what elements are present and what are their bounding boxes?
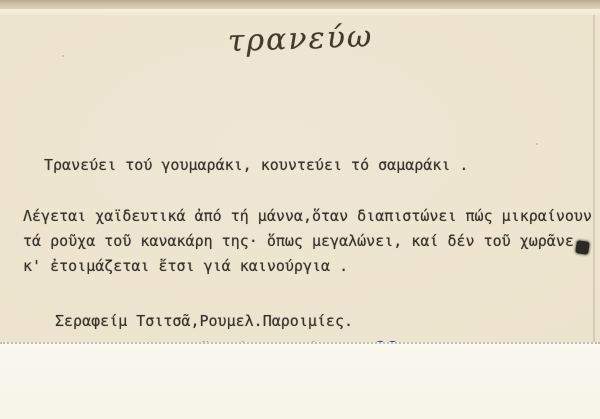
card-right-edge-shadow — [593, 15, 595, 342]
ink-smudge — [575, 240, 590, 255]
explanation-line-3: κ' ἐτοιμάζεται ἔτσι γιά καινούργια . — [23, 257, 349, 275]
adjacent-card-edge — [0, 0, 600, 9]
paper-speck — [62, 55, 64, 57]
handwritten-lemma: τρανεύω — [227, 19, 374, 60]
proverb-line: Τρανεύει τού γουμαράκι, κουντεύει τό σαμαράκι . — [44, 156, 469, 174]
index-card — [0, 15, 600, 342]
paper-below-card — [0, 342, 600, 419]
explanation-line-1: Λέγεται χαϊδευτικά ἀπό τή μάννα,ὅταν διαπιστώνει πώς μικραίνουν — [23, 207, 592, 225]
explanation-line-2: τά ροῦχα τοῦ κανακάρη της· ὅπως μεγαλώνει, καί δέν τοῦ χωρᾶνε — [23, 232, 574, 250]
paper-speck — [536, 143, 538, 145]
citation-author-line: Σεραφείμ Τσιτσᾶ,Ρουμελ.Παροιμίες. — [55, 312, 354, 330]
